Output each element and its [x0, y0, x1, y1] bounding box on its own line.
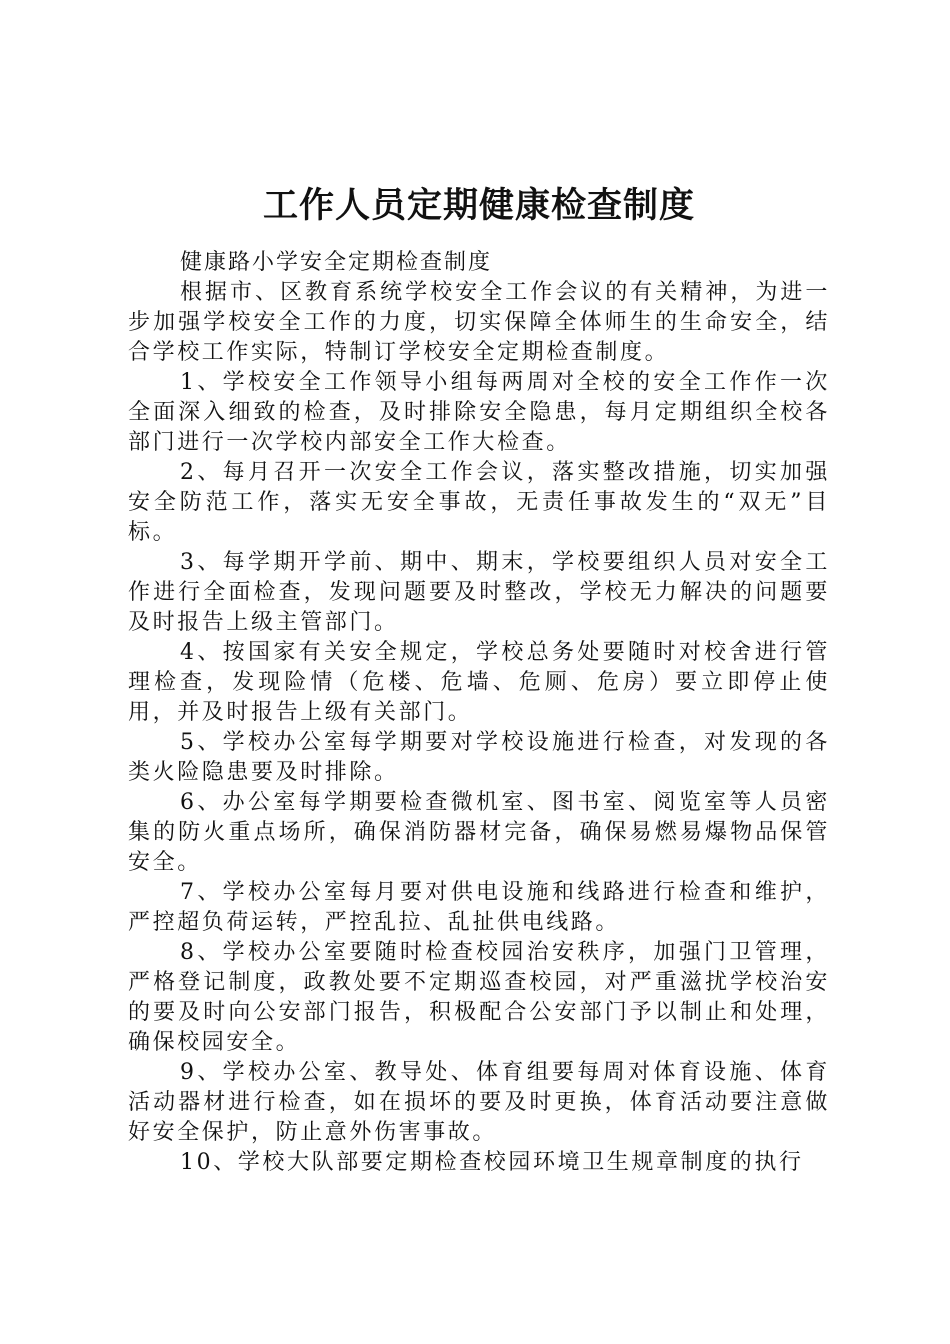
rule-item-6: 6、办公室每学期要检查微机室、图书室、阅览室等人员密集的防火重点场所，确保消防器材完备，确保易燃易爆物品保管安全。 — [128, 790, 830, 875]
rule-item-4: 4、按国家有关安全规定，学校总务处要随时对校舍进行管理检查，发现险情（危楼、危墙、危厕、危房）要立即停止使用，并及时报告上级有关部门。 — [128, 640, 830, 725]
rule-item-9: 9、学校办公室、教导处、体育组要每周对体育设施、体育活动器材进行检查，如在损坏的要及时更换，体育活动要注意做好安全保护，防止意外伤害事故。 — [128, 1060, 830, 1145]
rule-item-2: 2、每月召开一次安全工作会议，落实整改措施，切实加强安全防范工作，落实无安全事故，无责任事故发生的“双无”目标。 — [128, 460, 830, 545]
document-body — [128, 182, 830, 1178]
rule-item-10: 10、学校大队部要定期检查校园环境卫生规章制度的执行 — [180, 1150, 804, 1175]
document-title: 工作人员定期健康检查制度 — [262, 185, 695, 226]
intro-paragraph: 根据市、区教育系统学校安全工作会议的有关精神，为进一步加强学校安全工作的力度，切实保障全体师生的生命安全，结合学校工作实际，特制订学校安全定期检查制度。 — [128, 280, 830, 365]
document-subtitle: 健康路小学安全定期检查制度 — [180, 250, 493, 275]
rule-item-5: 5、学校办公室每学期要对学校设施进行检查，对发现的各类火险隐患要及时排除。 — [128, 730, 830, 785]
rule-item-1: 1、学校安全工作领导小组每两周对全校的安全工作作一次全面深入细致的检查，及时排除安全隐患，每月定期组织全校各部门进行一次学校内部安全工作大检查。 — [128, 370, 830, 455]
rule-item-7: 7、学校办公室每月要对供电设施和线路进行检查和维护，严控超负荷运转，严控乱拉、乱扯供电线路。 — [128, 880, 830, 935]
rule-item-3: 3、每学期开学前、期中、期末，学校要组织人员对安全工作进行全面检查，发现问题要及时整改，学校无力解决的问题要及时报告上级主管部门。 — [128, 550, 830, 635]
rule-item-8: 8、学校办公室要随时检查校园治安秩序，加强门卫管理，严格登记制度，政教处要不定期巡查校园，对严重滋扰学校治安的要及时向公安部门报告，积极配合公安部门予以制止和处理，确保校园安全。 — [128, 940, 830, 1055]
